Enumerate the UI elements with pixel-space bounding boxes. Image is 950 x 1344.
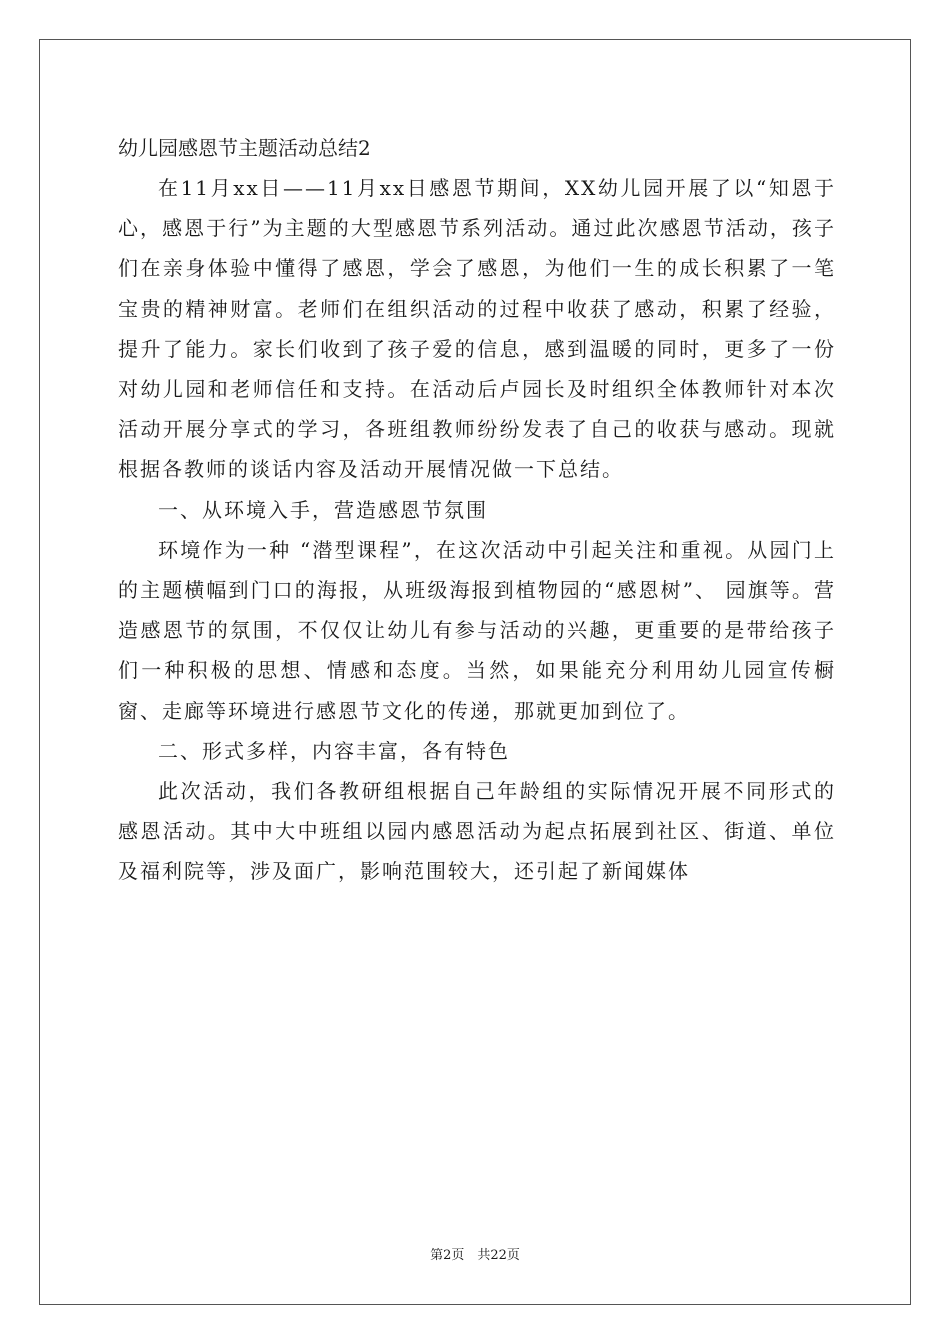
paragraph-environment: 环境作为一种 “潜型课程”，在这次活动中引起关注和重视。从园门上的主题横幅到门口的海报，从班级海报到植物园的“感恩树”、 园旗等。营造感恩节的氛围，不仅仅让幼儿有参与活动的兴趣，更重要的是带给孩子们一种积极的思想、情感和态度。当然，如果能充分利用幼儿园宣传橱窗、走廊等环境进行感恩节文化的传递，那就更加到位了。 xyxy=(118,537,836,723)
document-body xyxy=(118,128,836,892)
page-number-footer: 第2页 共22页 xyxy=(430,1248,520,1263)
document-title: 幼儿园感恩节主题活动总结2 xyxy=(118,136,371,160)
section-heading-forms: 二、形式多样，内容丰富，各有特色 xyxy=(158,738,510,763)
paragraph-forms: 此次活动，我们各教研组根据自己年龄组的实际情况开展不同形式的感恩活动。其中大中班组以园内感恩活动为起点拓展到社区、街道、单位及福利院等，涉及面广，影响范围较大，还引起了新闻媒体 xyxy=(118,779,836,884)
paragraph-intro: 在11月xx日——11月xx日感恩节期间，XX幼儿园开展了以“知恩于心，感恩于行”为主题的大型感恩节系列活动。通过此次感恩节活动，孩子们在亲身体验中懂得了感恩，学会了感恩，为他们一生的成长积累了一笔宝贵的精神财富。老师们在组织活动的过程中收获了感动，积累了经验，提升了能力。家长们收到了孩子爱的信息，感到温暖的同时，更多了一份对幼儿园和老师信任和支持。在活动后卢园长及时组织全体教师针对本次活动开展分享式的学习，各班组教师纷纷发表了自己的收获与感动。现就根据各教师的谈话内容及活动开展情况做一下总结。 xyxy=(118,176,836,482)
section-heading-environment: 一、从环境入手，营造感恩节氛围 xyxy=(158,497,488,522)
